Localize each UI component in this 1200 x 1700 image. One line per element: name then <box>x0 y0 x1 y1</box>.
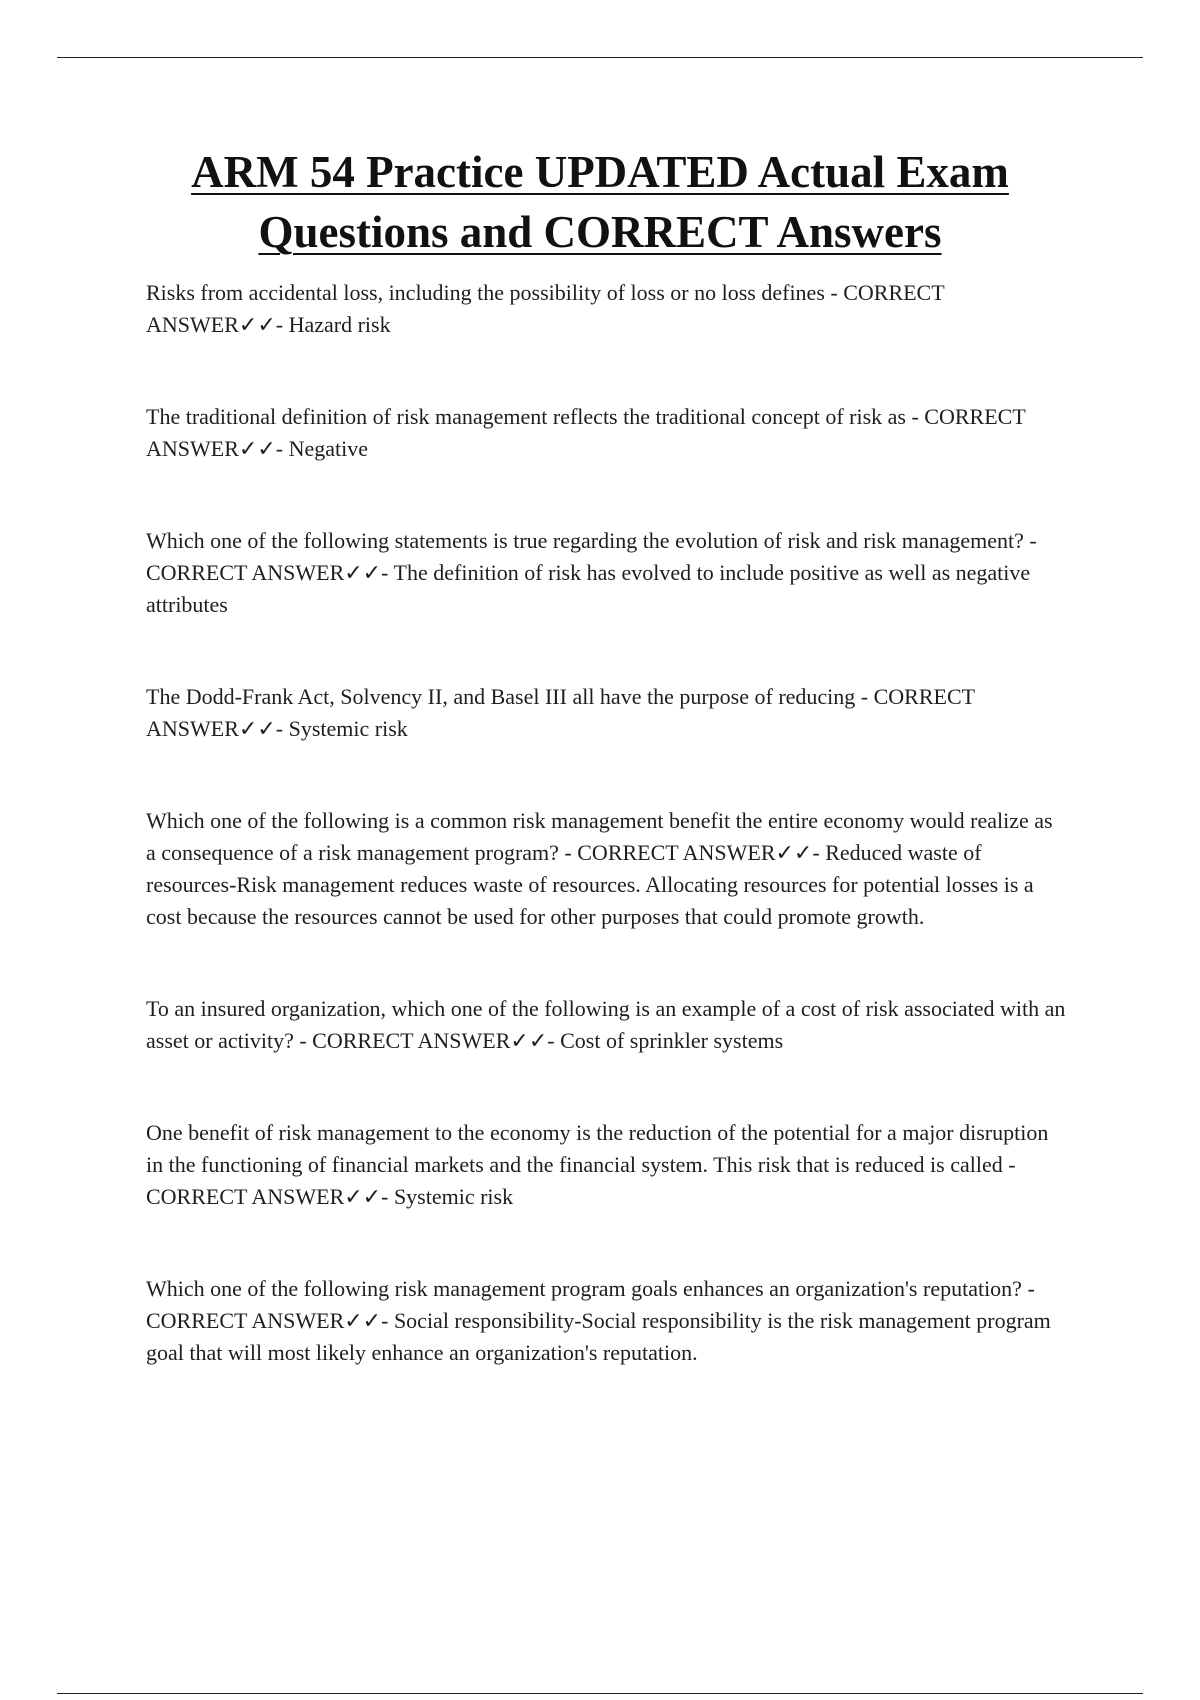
top-rule <box>57 57 1143 58</box>
qa-item <box>146 1117 1066 1213</box>
qa-item <box>146 525 1066 621</box>
question-text: Which one of the following risk management program goals enhances an organization's reputation? - CORRECT ANSWER✓✓- <box>146 1276 1035 1333</box>
answer-text: Negative <box>288 436 368 461</box>
question-text: Which one of the following statements is true regarding the evolution of risk and risk management? - CORRECT ANSWER✓✓- <box>146 528 1037 585</box>
question-text: The traditional definition of risk management reflects the traditional concept of risk as - CORRECT ANSWER✓✓- <box>146 404 1026 461</box>
qa-item <box>146 681 1066 745</box>
answer-text: Reduced waste of resources-Risk management reduces waste of resources. Allocating resources for potential losses is a cost because the resources cannot be used for other purposes that could promote growth. <box>146 840 1034 929</box>
question-text: Which one of the following is a common risk management benefit the entire economy would realize as a consequence of a risk management program? - CORRECT ANSWER✓✓- <box>146 808 1053 865</box>
qa-item <box>146 1273 1066 1369</box>
qa-item <box>146 401 1066 465</box>
answer-text: Systemic risk <box>393 1184 514 1209</box>
question-text: Risks from accidental loss, including the possibility of loss or no loss defines - CORRECT ANSWER✓✓- <box>146 280 945 337</box>
qa-item <box>146 993 1066 1057</box>
qa-list <box>146 277 1066 1429</box>
question-text: To an insured organization, which one of the following is an example of a cost of risk associated with an asset or activity? - CORRECT ANSWER✓✓- <box>146 996 1066 1053</box>
question-text: One benefit of risk management to the economy is the reduction of the potential for a major disruption in the functioning of financial markets and the financial system. This risk that is reduced is called - CORRECT ANSWER✓✓- <box>146 1120 1049 1209</box>
qa-item <box>146 805 1066 933</box>
answer-text: Systemic risk <box>288 716 408 741</box>
bottom-rule <box>57 1693 1143 1694</box>
question-text: The Dodd-Frank Act, Solvency II, and Basel III all have the purpose of reducing - CORRECT ANSWER✓✓- <box>146 684 975 741</box>
answer-text: Social responsibility-Social responsibility is the risk management program goal that will most likely enhance an organization's reputation. <box>146 1308 1051 1365</box>
document-title: ARM 54 Practice UPDATED Actual Exam Questions and CORRECT Answers <box>191 147 1009 257</box>
answer-text: Hazard risk <box>288 312 391 337</box>
answer-text: The definition of risk has evolved to include positive as well as negative attributes <box>146 560 1031 617</box>
answer-text: Cost of sprinkler systems <box>560 1028 784 1053</box>
qa-item <box>146 277 1066 341</box>
